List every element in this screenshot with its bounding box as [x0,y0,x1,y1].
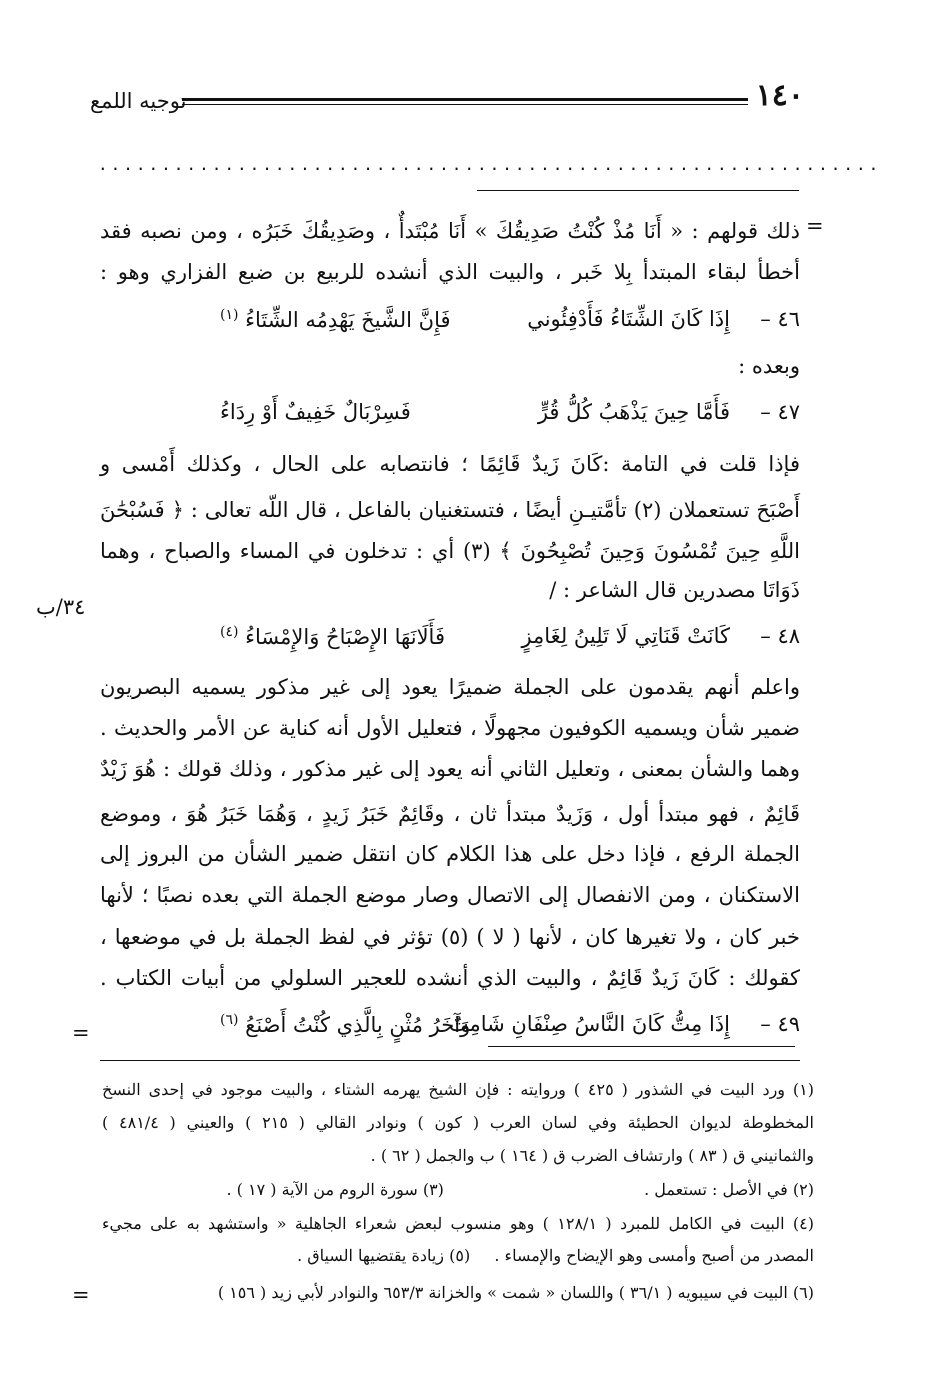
footnote-4-cont: المصدر من أصبح وأمسى وهو الإيضاح والإمساء . [494,1246,814,1265]
verse-hemistich-first: إِذَا مِتُّ كَانَ النَّاسُ صِنْفَانِ شَامِتٌ [448,1012,730,1036]
verse-hemistich-first: فَأَمَّا حِينَ يَذْهَبُ كُلُّ قُرٍّ [537,400,730,424]
dotted-divider: .............................................................. [98,155,882,174]
running-title: توجيه اللمع [90,89,187,113]
header-rule-thin [182,104,748,105]
body-line: قَائِمٌ ، فهو مبتدأ أول ، وَزَيدٌ مبتدأ ثان ، وقَائِمٌ خَبَرُ زَيدٍ ، وَهُمَا خَبَرُ هُوَ ، وموضع [100,802,800,826]
verse-hemistich-second: وَآخَرُ مُثْنٍ بِالَّذِي كُنْتُ أَصْنَعُ $^{(٦)}$ [220,1012,471,1037]
footnote-ref: (٤) [220,624,239,640]
body-line: ذَوَاتَا مصدرين قال الشاعر : / [549,578,800,602]
body-line: خبر كان ، ولا تغيرها كان ، لأنها ( لا ) (٥) تؤثر في لفظ الجملة بل في موضعها ، [100,925,800,949]
body-line: الجملة الرفع ، فإذا دخل على هذا الكلام كان انتقل ضمير الشأن من البروز إلى [100,842,800,866]
body-line: وهما والشأن بمعنى ، وتعليل الثاني أنه يعود إلى غير مذكور ، وذلك قولك : هُوَ زَيْدٌ [100,757,800,781]
body-line: واعلم أنهم يقدمون على الجملة ضميرًا يعود إلى غير مذكور يسميه البصريون [100,675,800,699]
verse-number: ٤٩ – [760,1012,800,1036]
footnote-separator [100,1060,800,1061]
body-line: ضمير شأن ويسميه الكوفيون مجهولًا ، فتعليل الأول أنه كناية عن الأمر والحديث . [100,716,800,740]
verse-underline [488,1046,795,1047]
footnote-line: (٦) البيت في سيبويه ( ٣٦/١ ) واللسان « شمت » والخزانة ٦٥٣/٣ والنوادر لأبي زيد ( ١٥٦ ) [217,1283,814,1302]
footnote-line: والثمانيني ق ( ٨٣ ) وارتشاف الضرب ق ( ١٦٤ ) ب والجمل ( ٦٢ ) . [370,1146,814,1165]
footnote-ref: (٦) [220,1012,239,1028]
body-line: أخطأ لبقاء المبتدأ بِلا خَبر ، والبيت الذي أنشده للربيع بن ضبع الفزاري وهو : [100,260,800,284]
verse-hemistich-second: فَسِرْبَالٌ خَفِيفٌ أَوْ رِدَاءُ [220,400,411,424]
verse-49 [140,1012,800,1048]
footnote-continuation-mark: = [72,1283,90,1307]
verse-47 [140,400,800,436]
footnote-2: (٢) في الأصل : تستعمل . [644,1180,814,1199]
body-line: ذلك قولهم : « أَنَا مُذْ كُنْتُ صَدِيقُكَ » أَنَا مُبْتَدأٌ ، وصَدِيقُكَ خَبَرُه ، ومن نصبه فقد [100,219,800,243]
continuation-mark-bottom: = [72,1021,90,1045]
footnote-line: (١) ورد البيت في الشذور ( ٤٢٥ ) وروايته : فإن الشيخ يهرمه الشتاء ، والبيت موجود في إحدى النسخ [102,1080,814,1099]
verse-number: ٤٦ – [760,307,800,331]
verse-hemistich-second: فَإِنَّ الشَّيخَ يَهْدِمُه الشِّتَاءُ $^{(١)}$ [220,307,451,332]
body-line: وبعده : [738,354,800,378]
verse-number: ٤٧ – [760,400,800,424]
body-line: فإذا قلت في التامة :كَانَ زَيدٌ قَائِمًا ؛ فانتصابه على الحال ، وكذلك أَمْسى و [100,452,800,476]
verse-number: ٤٨ – [760,624,800,648]
footnote-line [102,1246,814,1265]
continuation-rule [477,190,799,191]
verse-hemistich-first: كَانَتْ قَنَاتِي لَا تَلِينُ لِغَامِزٍ [521,624,730,648]
footnote-line: (٤) البيت في الكامل للمبرد ( ١٢٨/١ ) وهو منسوب لبعض شعراء الجاهلية « واستشهد به على مجيء [102,1214,815,1233]
body-line: الاستكنان ، ومن الانفصال إلى الاتصال وصار موضع الجملة التي بعده نصبًا ؛ لأنها [100,883,800,907]
verse-hemistich-first: إِذَا كَانَ الشِّتَاءُ فَأَدْفِئُوني [527,307,730,331]
footnote-line [102,1180,814,1199]
verse-hemistich-second: فَأَلَانَهَا الإِصْبَاحُ وَالإِمْسَاءُ $^{(٤)}$ [220,624,445,649]
footnote-5: (٥) زيادة يقتضيها السياق . [297,1246,471,1265]
folio-marker: ٣٤/ب [36,595,86,619]
body-line: أَصْبَحَ تستعملان (٢) تأمَّتيـنِ أيضًا ، فتستغنيان بالفاعل ، قال اللّه تعالى : ﴿ فَسُبْحَٰنَ [100,498,800,522]
continuation-mark: = [806,214,824,238]
body-line: اللَّهِ حِينَ تُمْسُونَ وَحِينَ تُصْبِحُونَ ﴾ (٣) أي : تدخلون في المساء والصباح ، وهما [100,539,800,563]
footnote-3: (٣) سورة الروم من الآية ( ١٧ ) . [226,1180,444,1199]
header-rule [182,98,748,101]
body-line: كقولك : كَانَ زَيدٌ قَائِمٌ ، والبيت الذي أنشده للعجير السلولي من أبيات الكتاب . [100,966,800,990]
footnote-line: المخطوطة لديوان الحطيئة وفي لسان العرب ( كون ) ونوادر القالي ( ٢١٥ ) والعيني ( ٤٨١/٤ ) [102,1113,814,1132]
footnote-ref: (١) [220,307,239,323]
verse-48 [140,624,800,660]
page-number: ١٤٠ [755,78,804,113]
verse-46 [140,307,800,343]
